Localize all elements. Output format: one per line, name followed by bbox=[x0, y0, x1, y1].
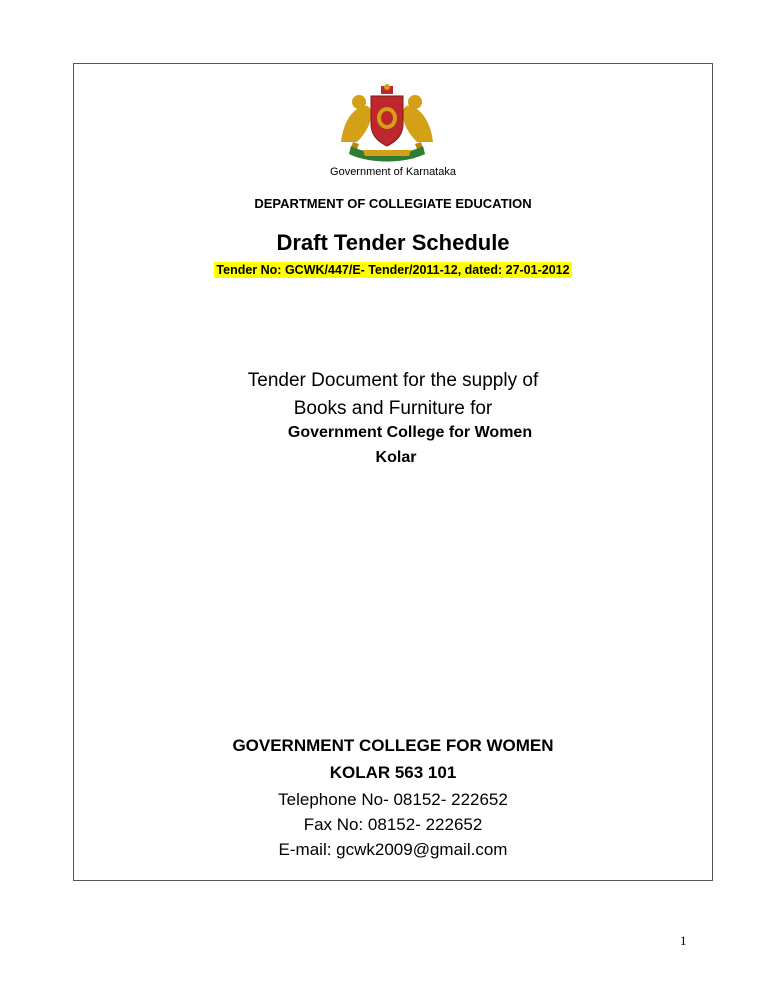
email-address: E-mail: gcwk2009@gmail.com bbox=[278, 840, 508, 859]
college-name: GOVERNMENT COLLEGE FOR WOMEN bbox=[232, 736, 554, 755]
description-line-2: Books and Furniture for bbox=[293, 398, 493, 419]
telephone-number: Telephone No- 08152- 222652 bbox=[278, 790, 508, 809]
tender-number-text: Tender No: GCWK/447/E- Tender/2011-12, dated: 27-01-2012 bbox=[216, 263, 570, 277]
college-address: KOLAR 563 101 bbox=[329, 763, 457, 782]
fax-number: Fax No: 08152- 222652 bbox=[303, 815, 483, 834]
government-label: Government of Karnataka bbox=[330, 166, 456, 178]
page-number: 1 bbox=[680, 933, 687, 948]
document-title: Draft Tender Schedule bbox=[276, 230, 510, 255]
document-border bbox=[73, 63, 713, 881]
department-heading: DEPARTMENT OF COLLEGIATE EDUCATION bbox=[254, 196, 532, 211]
karnataka-emblem-icon bbox=[333, 84, 441, 164]
description-line-1: Tender Document for the supply of bbox=[247, 370, 539, 391]
description-line-4: Kolar bbox=[375, 449, 417, 466]
tender-number bbox=[73, 263, 713, 277]
description-line-3: Government College for Women bbox=[287, 424, 533, 441]
